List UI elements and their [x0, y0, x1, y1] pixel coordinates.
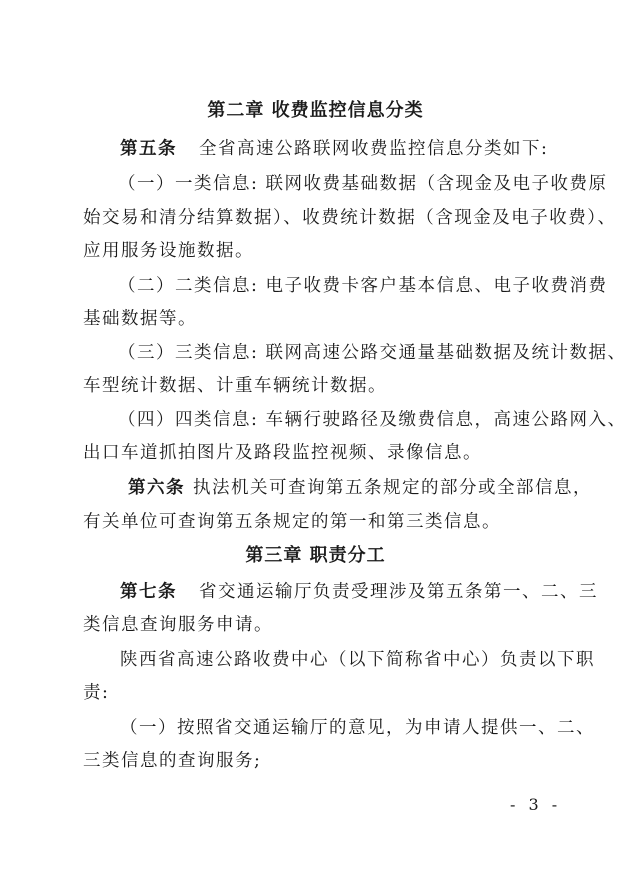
- article-7-label: 第七条: [120, 582, 177, 602]
- center-duties-line-1: 陕西省高速公路收费中心（以下简称省中心）负责以下职: [120, 650, 595, 670]
- center-duties-line-2: 责:: [83, 683, 110, 703]
- item-2-line-2: 基础数据等。: [83, 309, 197, 329]
- article-6-text-1: 执法机关可查询第五条规定的部分或全部信息，: [193, 478, 592, 498]
- article-5-label: 第五条: [120, 139, 177, 159]
- item-3-line-2: 车型统计数据、计重车辆统计数据。: [83, 376, 387, 396]
- item-1-line-2: 始交易和清分结算数据）、收费统计数据（含现金及电子收费）、: [83, 208, 617, 228]
- article-7-line-2: 类信息查询服务申请。: [83, 615, 273, 635]
- article-6-line-1: [128, 476, 606, 500]
- article-5-intro-text: 全省高速公路联网收费监控信息分类如下:: [199, 139, 549, 159]
- item-1-line-1: （一）一类信息: 联网收费基础数据（含现金及电子收费原: [118, 174, 608, 194]
- article-6-line-2: 有关单位可查询第五条规定的第一和第三类信息。: [83, 512, 501, 532]
- item-3-line-1: （三）三类信息: 联网高速公路交通量基础数据及统计数据、: [118, 343, 627, 363]
- chapter-3-title: 第三章 职责分工: [245, 545, 386, 566]
- article-5-intro: [120, 137, 598, 161]
- duty-1-line-2: 三类信息的查询服务;: [83, 751, 262, 771]
- page-number: - 3 -: [510, 795, 562, 814]
- item-4-line-2: 出口车道抓拍图片及路段监控视频、录像信息。: [83, 443, 482, 463]
- item-1-line-3: 应用服务设施数据。: [83, 241, 254, 261]
- item-2-line-1: （二）二类信息: 电子收费卡客户基本信息、电子收费消费: [118, 276, 608, 296]
- article-7-line-1: [120, 580, 598, 604]
- chapter-2-title: 第二章 收费监控信息分类: [207, 100, 424, 121]
- duty-1-line-1: （一）按照省交通运输厅的意见，为申请人提供一、二、: [120, 718, 595, 738]
- article-6-label: 第六条: [128, 478, 185, 498]
- item-4-line-1: （四）四类信息: 车辆行驶路径及缴费信息，高速公路网入、: [118, 410, 627, 430]
- article-7-text-1: 省交通运输厅负责受理涉及第五条第一、二、三: [199, 582, 598, 602]
